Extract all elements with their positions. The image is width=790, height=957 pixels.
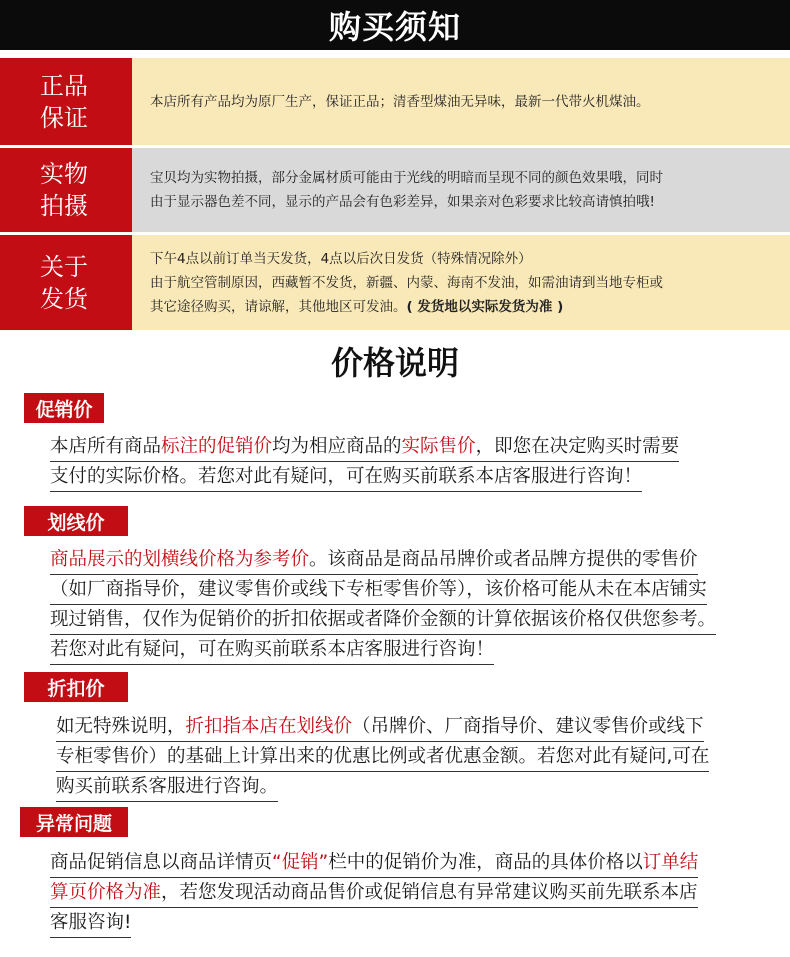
abnormal-line-1 bbox=[50, 848, 698, 878]
notice-text-line: 由于航空管制原因，西藏暂不发货，新疆、内蒙、海南不发油，如需油请到当地专柜或 bbox=[150, 274, 663, 291]
notice-label-line1: 关于 bbox=[40, 252, 88, 281]
notice-label-line2: 拍摄 bbox=[40, 192, 88, 220]
highlight-segment: 实际售价 bbox=[401, 436, 476, 457]
notice-label-shipping bbox=[0, 235, 132, 330]
highlight-segment: 标注的促销价 bbox=[161, 436, 273, 457]
notice-row-authentic bbox=[0, 58, 790, 145]
promo-price-tag: 促销价 bbox=[24, 393, 104, 423]
strike-line-4: 若您对此有疑问，可在购买前联系本店客服进行咨询！ bbox=[50, 635, 494, 665]
promo-line-2: 支付的实际价格。若您对此有疑问，可在购买前联系本店客服进行咨询！ bbox=[50, 462, 642, 492]
strike-line-1 bbox=[50, 545, 698, 575]
notice-label-line2: 保证 bbox=[40, 103, 88, 132]
notice-text-shipping bbox=[132, 235, 790, 330]
notice-text-authentic bbox=[132, 58, 790, 145]
notice-text-segment: 其它途径购买，请谅解，其他地区可发油。 bbox=[150, 298, 407, 315]
notice-label-authentic bbox=[0, 58, 132, 145]
notice-text-line: 宝贝均为实物拍摄，部分金属材质可能由于光线的明暗而呈现不同的颜色效果哦，同时 bbox=[150, 170, 663, 186]
notice-label-photos bbox=[0, 148, 132, 232]
abnormal-issue-text bbox=[50, 848, 698, 938]
discount-line-3: 购买前联系客服进行咨询。 bbox=[56, 772, 278, 802]
discount-price-text bbox=[56, 712, 709, 802]
text-segment: 。该商品是商品吊牌价或者品牌方提供的零售价 bbox=[309, 549, 698, 570]
promo-price-text bbox=[50, 432, 679, 492]
text-segment: 栏中的促销价为准，商品的具体价格以 bbox=[328, 852, 643, 873]
notice-row-photos bbox=[0, 148, 790, 232]
highlight-segment: 商品展示的划横线价格为参考价 bbox=[50, 549, 310, 570]
notice-text-photos bbox=[132, 148, 790, 232]
promo-line-1 bbox=[50, 432, 679, 462]
notice-label-line1: 实物 bbox=[40, 160, 88, 188]
strike-price-tag: 划线价 bbox=[24, 506, 128, 536]
notice-text-line: 本店所有产品均为原厂生产，保证正品；清香型煤油无异味，最新一代带火机煤油。 bbox=[150, 93, 650, 110]
text-segment: 均为相应商品的 bbox=[272, 436, 402, 457]
abnormal-line-3: 客服咨询! bbox=[50, 908, 131, 938]
highlight-segment: 算页价格为准 bbox=[50, 882, 162, 903]
highlight-segment: 订单结 bbox=[642, 852, 699, 873]
text-segment: 如无特殊说明， bbox=[56, 716, 186, 737]
notice-text-line: 下午4点以前订单当天发货，4点以后次日发货（特殊情况除外） bbox=[150, 250, 532, 267]
highlight-segment: “促销” bbox=[272, 852, 329, 873]
pricing-title: 价格说明 bbox=[330, 344, 459, 382]
notice-label-line2: 发货 bbox=[40, 284, 88, 313]
text-segment: ，即您在决定购买时需要 bbox=[475, 436, 680, 457]
text-segment: 商品促销信息以商品详情页 bbox=[50, 852, 273, 873]
highlight-segment: 折扣指本店在划线价 bbox=[185, 716, 353, 737]
abnormal-issue-tag: 异常问题 bbox=[20, 807, 128, 837]
text-segment: ，若您发现活动商品售价或促销信息有异常建议购买前先联系本店 bbox=[161, 882, 698, 903]
discount-line-2: 专柜零售价）的基础上计算出来的优惠比例或者优惠金额。若您对此有疑问,可在 bbox=[56, 742, 709, 772]
notice-row-shipping bbox=[0, 235, 790, 330]
notice-label-line1: 正品 bbox=[40, 71, 88, 100]
notice-text-line: 由于显示器色差不同，显示的产品会有色彩差异，如果亲对色彩要求比较高请慎拍哦! bbox=[150, 194, 655, 210]
notice-text-line bbox=[150, 295, 780, 319]
discount-price-tag: 折扣价 bbox=[24, 672, 128, 702]
purchase-notice-title: 购买须知 bbox=[0, 0, 790, 50]
strike-line-3: 现过销售，仅作为促销价的折扣依据或者降价金额的计算依据该价格仅供您参考。 bbox=[50, 605, 716, 635]
strike-line-2: （如厂商指导价，建议零售价或线下专柜零售价等），该价格可能从未在本店铺实 bbox=[50, 575, 707, 605]
text-segment: （吊牌价、厂商指导价、建议零售价或线下 bbox=[352, 716, 704, 737]
abnormal-line-2 bbox=[50, 878, 698, 908]
strike-price-text bbox=[50, 545, 716, 665]
discount-line-1 bbox=[56, 712, 704, 742]
text-segment: 本店所有商品 bbox=[50, 436, 162, 457]
notice-text-bold-note: ( 发货地以实际发货为准 ) bbox=[406, 298, 564, 315]
